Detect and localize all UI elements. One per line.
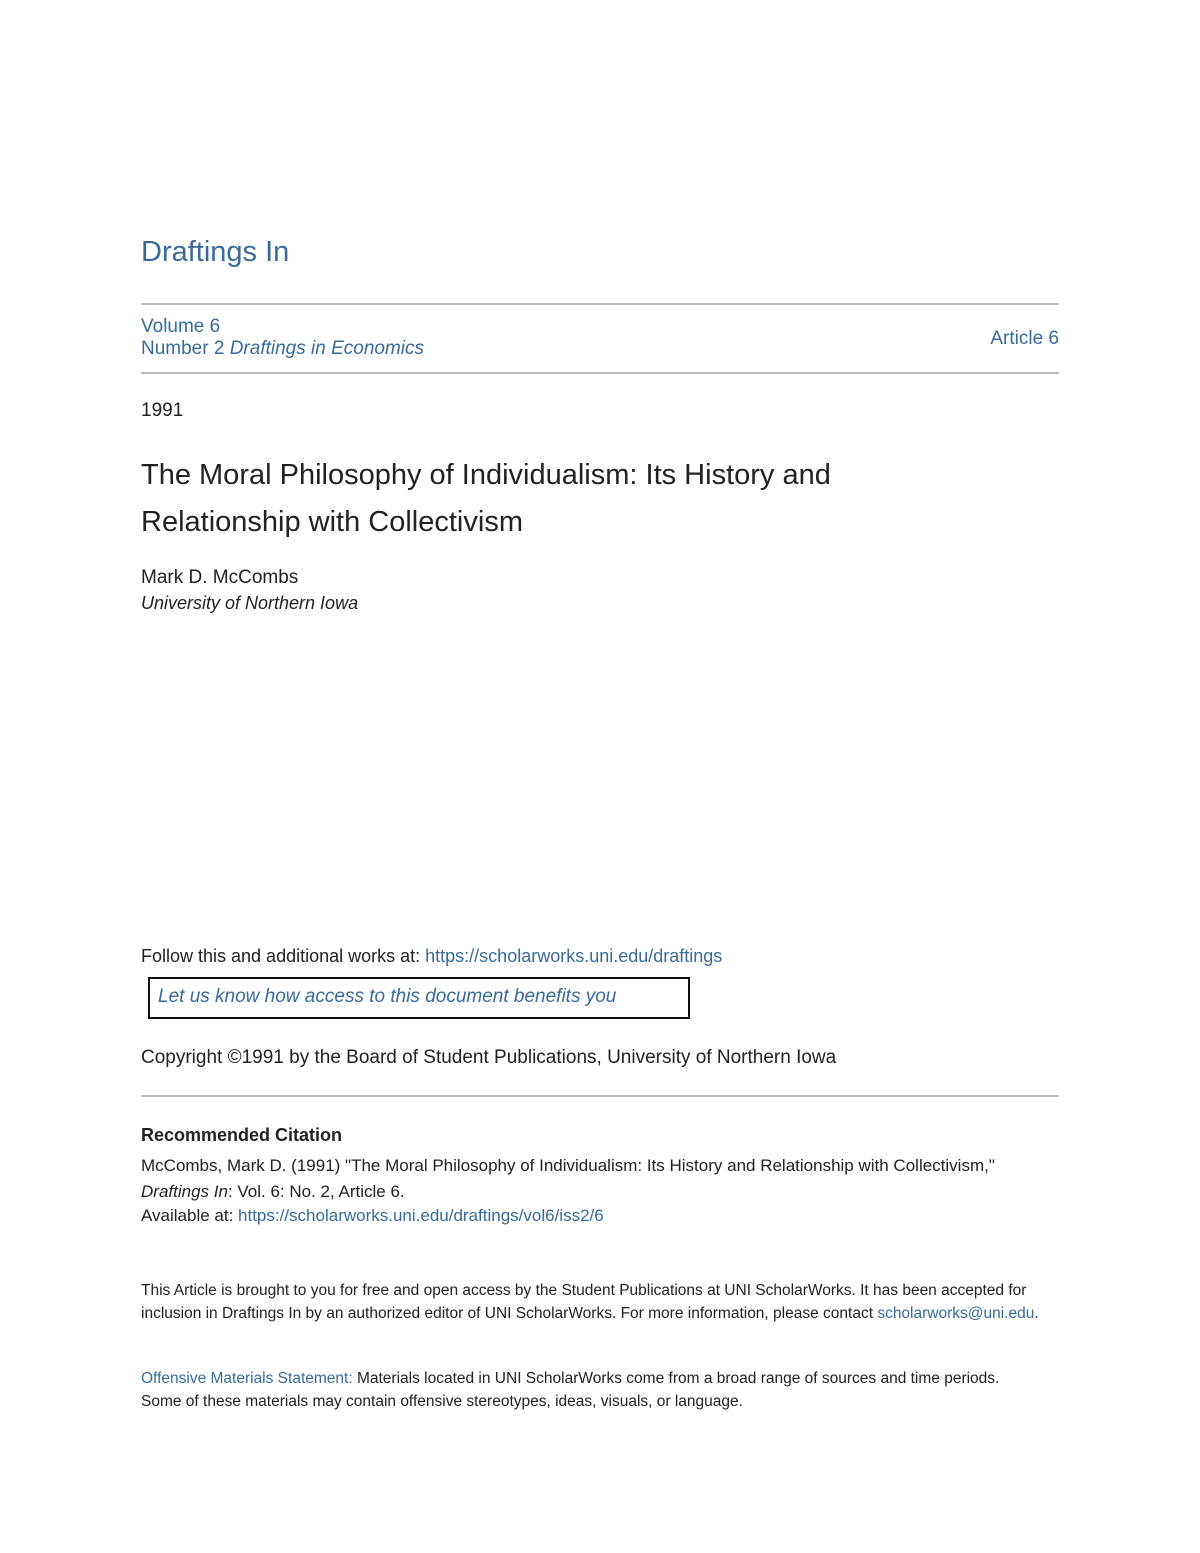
divider-bottom	[141, 1095, 1059, 1097]
publication-year: 1991	[141, 400, 184, 421]
citation-journal: Draftings In	[141, 1182, 228, 1201]
offensive-statement-link[interactable]: Offensive Materials Statement:	[141, 1370, 353, 1387]
copyright-statement: Copyright ©1991 by the Board of Student Publications, University of Northern Iowa	[141, 1047, 837, 1068]
notice-end: .	[1034, 1305, 1039, 1322]
recommended-citation-heading: Recommended Citation	[141, 1125, 343, 1145]
issue-title-link[interactable]: Draftings in Economics	[229, 338, 424, 359]
benefit-box[interactable]	[148, 977, 690, 1019]
divider-top	[141, 303, 1059, 305]
available-link[interactable]: https://scholarworks.uni.edu/draftings/vol6/iss2/6	[238, 1206, 604, 1225]
available-at	[141, 1206, 604, 1226]
follow-line	[141, 946, 722, 967]
volume-link[interactable]: Volume 6	[141, 316, 221, 337]
volume-info	[141, 316, 424, 360]
journal-title-link[interactable]: Draftings In	[141, 236, 290, 268]
contact-email-link[interactable]: scholarworks@uni.edu	[877, 1305, 1035, 1322]
offensive-materials-statement	[141, 1367, 1041, 1413]
citation-before: McCombs, Mark D. (1991) "The Moral Philosophy of Individualism: Its History and Relationship with Collectivism,"	[141, 1156, 995, 1175]
follow-prefix: Follow this and additional works at:	[141, 946, 426, 966]
author-name: Mark D. McCombs	[141, 567, 299, 588]
citation-after: : Vol. 6: No. 2, Article 6.	[227, 1182, 405, 1201]
author-affiliation: University of Northern Iowa	[141, 593, 359, 613]
available-prefix: Available at:	[141, 1206, 239, 1225]
follow-link[interactable]: https://scholarworks.uni.edu/draftings	[425, 946, 723, 966]
citation-text	[141, 1153, 1041, 1205]
divider-mid	[141, 372, 1059, 374]
cover-page	[141, 0, 1059, 1553]
notice-text: This Article is brought to you for free and open access by the Student Publications at UNI ScholarWorks. It has been accepted for inclusion in Draftings In by an authorized editor of UNI ScholarWorks. For more information, please contact	[141, 1282, 1027, 1322]
article-title: The Moral Philosophy of Individualism: Its History and Relationship with Collectivism	[141, 459, 831, 538]
offensive-text: Materials located in UNI ScholarWorks come from a broad range of sources and time periods. Some of these materials may contain offensive stereotypes, ideas, visuals, or language.	[141, 1370, 1000, 1410]
access-notice	[141, 1279, 1041, 1325]
article-number-link[interactable]: Article 6	[990, 328, 1059, 349]
benefit-link[interactable]: Let us know how access to this document benefits you	[158, 986, 617, 1007]
number-link[interactable]: Number 2	[141, 338, 225, 359]
